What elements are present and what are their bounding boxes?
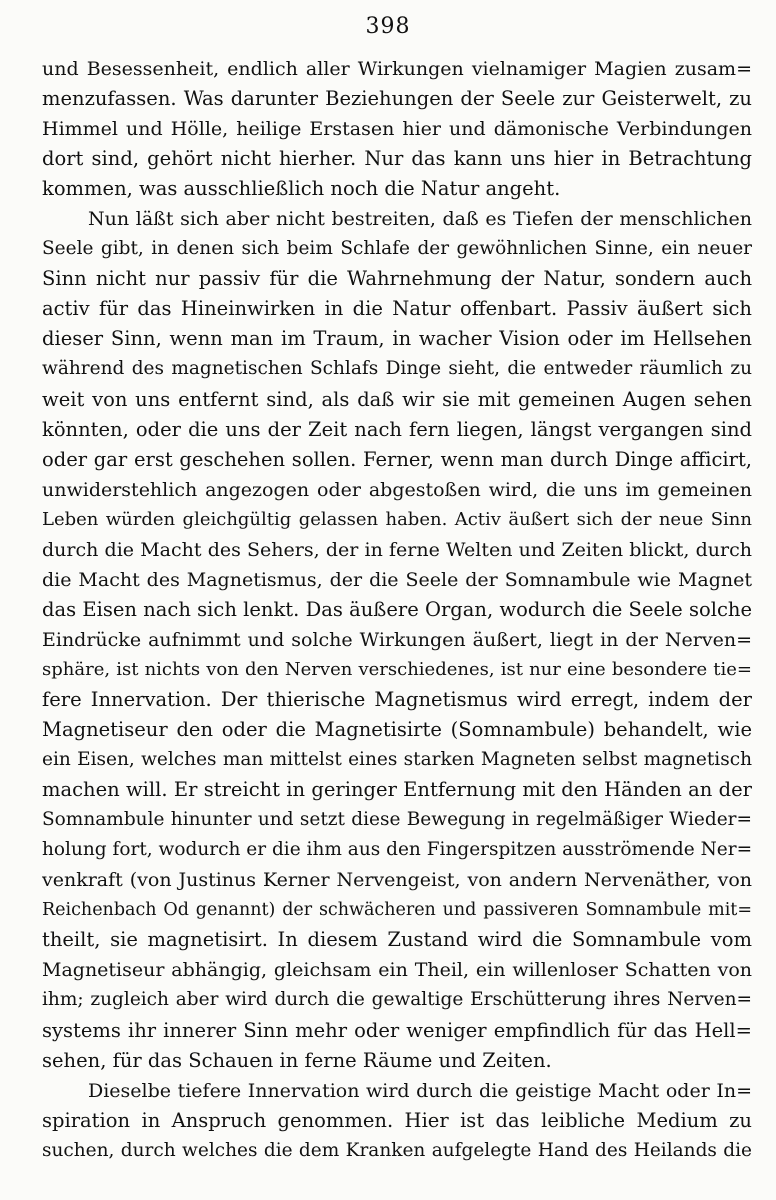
text-line: weit von uns entfernt sind, als daß wir sie mit gemeinen Augen sehen	[42, 387, 752, 411]
text-line: Nun läßt sich aber nicht bestreiten, daß es Tiefen der menschlichen	[88, 208, 752, 231]
text-line: activ für das Hineinwirken in die Natur offenbart. Passiv äußert sich	[42, 297, 752, 321]
text-line: durch die Macht des Sehers, der in ferne Welten und Zeiten blickt, durch	[42, 538, 752, 561]
text-line: Himmel und Hölle, heilige Erstasen hier und dämonische Verbindungen	[42, 118, 752, 141]
text-line: oder gar erst geschehen sollen. Ferner, wenn man durch Dinge afficirt,	[42, 447, 752, 471]
page-number: 398	[365, 14, 411, 39]
text-line: Reichenbach Od genannt) der schwächeren und passiveren Somnambule mit=	[42, 900, 752, 921]
text-line: Somnambule hinunter und setzt diese Bewegung in regelmäßiger Wieder=	[42, 809, 752, 831]
text-line: menzufassen. Was darunter Beziehungen der Seele zur Geisterwelt, zu	[42, 87, 752, 111]
text-line: ein Eisen, welches man mittelst eines starken Magneten selbst magnetisch	[42, 749, 752, 771]
text-line: und Besessenheit, endlich aller Wirkungen vielnamiger Magien zusam=	[42, 58, 752, 80]
text-line: theilt, sie magnetisirt. In diesem Zustand wird die Somnambule vom	[42, 928, 752, 952]
text-line: venkraft (von Justinus Kerner Nervengeist, von andern Nervenäther, von	[42, 869, 752, 892]
text-line: Sinn nicht nur passiv für die Wahrnehmung der Natur, sondern auch	[42, 267, 752, 291]
text-line: dort sind, gehört nicht hierher. Nur das kann uns hier in Betrachtung	[42, 147, 752, 171]
body-text	[42, 54, 752, 1166]
text-line: Magnetiseur den oder die Magnetisirte (Somnambule) behandelt, wie	[42, 718, 752, 742]
text-line: Dieselbe tiefere Innervation wird durch die geistige Macht oder In=	[88, 1079, 752, 1102]
text-line: Leben würden gleichgültig gelassen haben. Activ äußert sich der neue Sinn	[42, 508, 752, 530]
text-line: kommen, was ausschließlich noch die Natur angeht.	[42, 177, 561, 201]
text-line: holung fort, wodurch er die ihm aus den Fingerspitzen ausströmende Ner=	[42, 839, 752, 861]
text-line: spiration in Anspruch genommen. Hier ist das leibliche Medium zu	[42, 1108, 752, 1132]
text-line: fere Innervation. Der thierische Magnetismus wird erregt, indem der	[42, 687, 752, 711]
text-line: die Macht des Magnetismus, der die Seele der Somnambule wie Magnet	[42, 568, 752, 591]
text-line: sphäre, ist nichts von den Nerven verschiedenes, ist nur eine besondere tie=	[42, 658, 752, 680]
text-line: das Eisen nach sich lenkt. Das äußere Organ, wodurch die Seele solche	[42, 597, 752, 621]
text-line: Magnetiseur abhängig, gleichsam ein Theil, ein willenloser Schatten von	[42, 959, 752, 982]
text-line: könnten, oder die uns der Zeit nach fern liegen, längst vergangen sind	[42, 417, 752, 441]
text-line: ihm; zugleich aber wird durch die gewaltige Erschütterung ihres Nerven=	[42, 989, 752, 1011]
text-line: während des magnetischen Schlafs Dinge sieht, die entweder räumlich zu	[42, 358, 752, 380]
text-line: Seele gibt, in denen sich beim Schlafe der gewöhnlichen Sinne, ein neuer	[42, 238, 752, 260]
text-line: sehen, für das Schauen in ferne Räume und Zeiten.	[42, 1048, 552, 1072]
text-line: machen will. Er streicht in geringer Entfernung mit den Händen an der	[42, 778, 752, 802]
text-line: dieser Sinn, wenn man im Traum, in wacher Vision oder im Hellsehen	[42, 327, 752, 351]
text-line: unwiderstehlich angezogen oder abgestoßen wird, die uns im gemeinen	[42, 478, 752, 501]
text-line: systems ihr innerer Sinn mehr oder weniger empfindlich für das Hell=	[42, 1018, 752, 1042]
text-line: suchen, durch welches die dem Kranken aufgelegte Hand des Heilands die	[42, 1139, 752, 1161]
text-line: Eindrücke aufnimmt und solche Wirkungen äußert, liegt in der Nerven=	[42, 628, 752, 651]
